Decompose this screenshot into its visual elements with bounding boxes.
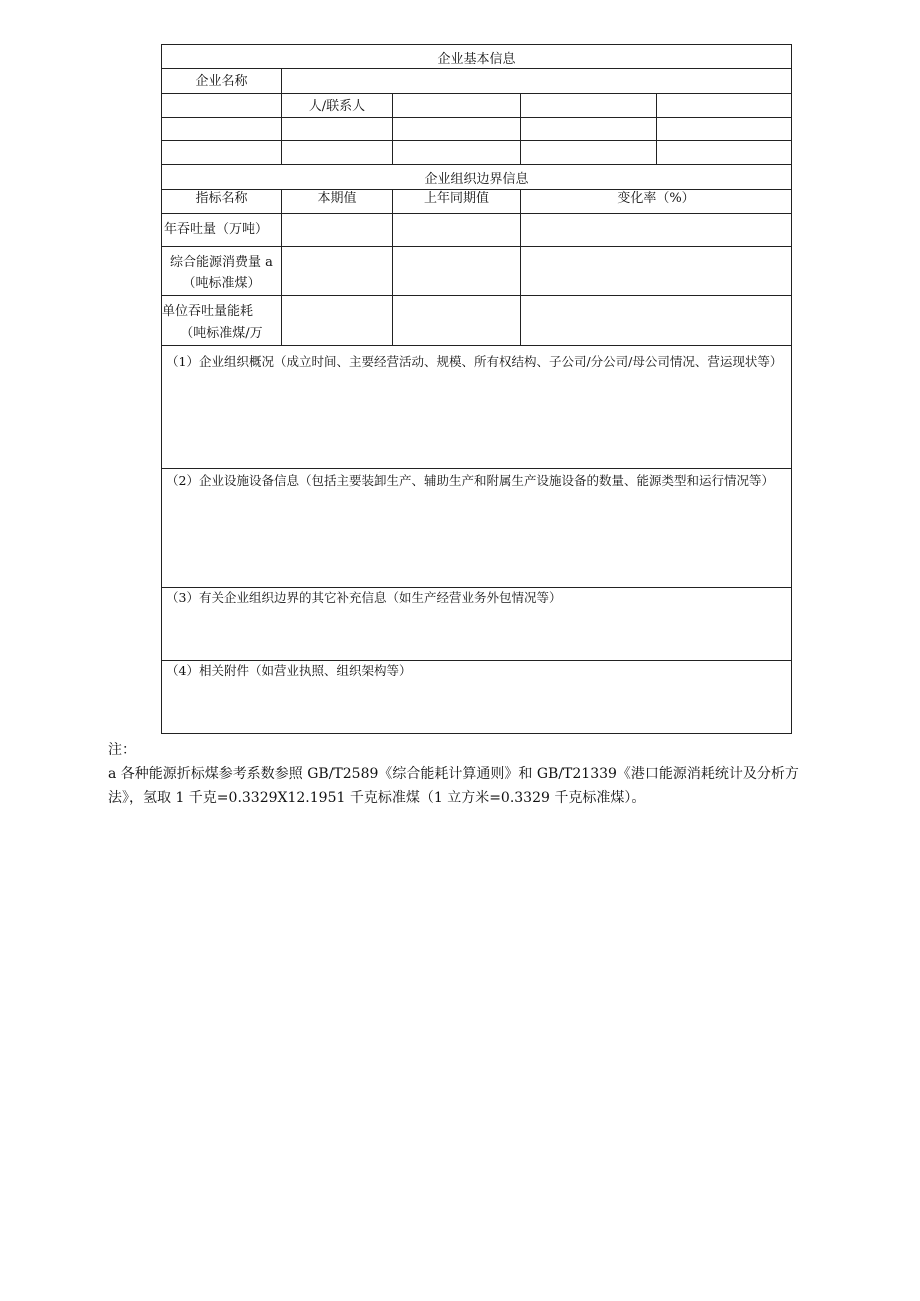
company-name-label: 企业名称: [195, 74, 248, 89]
row-unit-energy-change[interactable]: [521, 296, 791, 345]
row-throughput-current[interactable]: [282, 214, 392, 246]
section-facilities: （2）企业设施设备信息（包括主要装卸生产、辅助生产和附属生产设施设备的数量、能源类型和运行情况等）: [166, 473, 774, 488]
row-throughput-change[interactable]: [521, 214, 791, 246]
section-org-overview: （1）企业组织概况（成立时间、主要经营活动、规模、所有权结构、子公司/分公司/母公司情况、营运现状等）: [166, 354, 783, 369]
row-energy-label-2: （吨标准煤）: [182, 276, 261, 291]
row-unit-energy-label-1: 单位吞吐量能耗: [162, 304, 254, 319]
header-change-rate: 变化率（%）: [617, 191, 695, 206]
contact-field-1[interactable]: [393, 94, 520, 117]
row-unit-energy-label-2: （吨标准煤/万: [180, 326, 263, 341]
header-current: 本期值: [317, 191, 357, 206]
row-throughput-last-year[interactable]: [393, 214, 520, 246]
divider: [162, 468, 791, 469]
enterprise-info-form: [161, 44, 792, 734]
notes: [108, 738, 828, 810]
contact-field-3[interactable]: [657, 94, 791, 117]
contact-field-2[interactable]: [521, 94, 656, 117]
header-indicator: 指标名称: [195, 191, 248, 206]
divider: [162, 140, 791, 141]
section-supplementary: （3）有关企业组织边界的其它补充信息（如生产经营业务外包情况等）: [166, 590, 562, 605]
divider: [162, 117, 791, 118]
boundary-title: 企业组织边界信息: [424, 172, 529, 187]
company-name-field[interactable]: [282, 69, 791, 93]
row-energy-label-1: 综合能源消费量 a: [170, 255, 273, 270]
row-energy-change[interactable]: [521, 247, 791, 295]
divider: [162, 345, 791, 346]
header-last-year: 上年同期值: [423, 191, 489, 206]
divider: [162, 164, 791, 165]
contact-label: 人/联系人: [308, 99, 366, 114]
basic-info-title: 企业基本信息: [437, 52, 516, 67]
row-throughput-label: 年吞吐量（万吨）: [164, 222, 269, 237]
row-energy-current[interactable]: [282, 247, 392, 295]
row-unit-energy-current[interactable]: [282, 296, 392, 345]
notes-text: a 各种能源折标煤参考系数参照 GB/T2589《综合能耗计算通则》和 GB/T21339《港口能源消耗统计及分析方法》，氢取 1 千克=0.3329X12.1951 千克标准煤（1 立方米=0.3329 千克标准煤）。: [108, 766, 799, 806]
row-energy-last-year[interactable]: [393, 247, 520, 295]
section-attachments: （4）相关附件（如营业执照、组织架构等）: [166, 663, 412, 678]
notes-label: 注：: [108, 742, 136, 758]
row-unit-energy-last-year[interactable]: [393, 296, 520, 345]
